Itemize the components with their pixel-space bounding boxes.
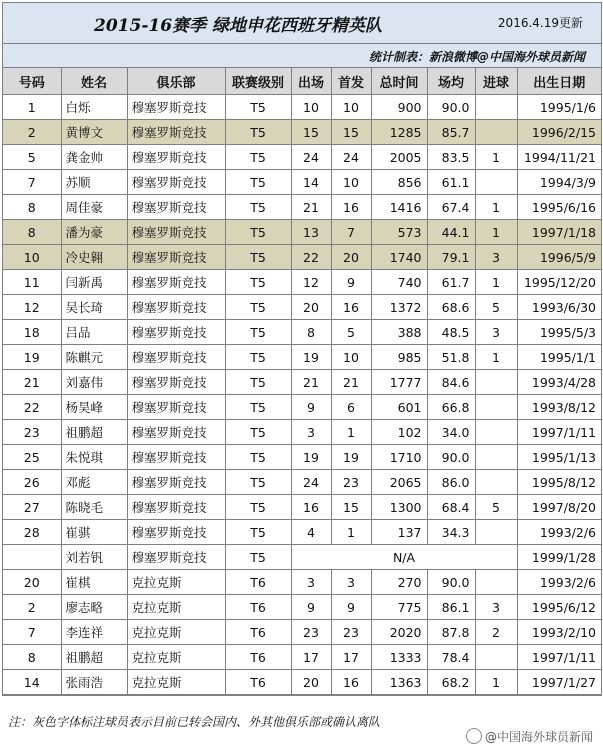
cell-average: 61.7 bbox=[427, 270, 475, 295]
title-bar bbox=[3, 3, 601, 44]
col-header-club: 俱乐部 bbox=[127, 68, 225, 95]
cell-minutes: 1710 bbox=[371, 445, 427, 470]
cell-average: 67.4 bbox=[427, 195, 475, 220]
table-row bbox=[3, 245, 601, 270]
table-row bbox=[3, 95, 601, 120]
cell-minutes: 775 bbox=[371, 595, 427, 620]
cell-apps: 21 bbox=[291, 370, 331, 395]
cell-no: 22 bbox=[3, 395, 61, 420]
cell-league: T5 bbox=[225, 420, 291, 445]
cell-dob: 1997/1/27 bbox=[517, 670, 601, 695]
cell-no: 18 bbox=[3, 320, 61, 345]
cell-average: 68.4 bbox=[427, 495, 475, 520]
cell-average: 68.2 bbox=[427, 670, 475, 695]
cell-goals: 2 bbox=[475, 620, 517, 645]
cell-starts: 9 bbox=[331, 595, 371, 620]
cell-league: T5 bbox=[225, 120, 291, 145]
cell-no: 21 bbox=[3, 370, 61, 395]
cell-apps: 20 bbox=[291, 295, 331, 320]
cell-apps: 12 bbox=[291, 270, 331, 295]
cell-average: 79.1 bbox=[427, 245, 475, 270]
table-row bbox=[3, 170, 601, 195]
cell-goals bbox=[475, 420, 517, 445]
cell-no: 2 bbox=[3, 120, 61, 145]
table-row bbox=[3, 445, 601, 470]
cell-no bbox=[3, 545, 61, 570]
cell-minutes: 1777 bbox=[371, 370, 427, 395]
cell-league: T5 bbox=[225, 270, 291, 295]
cell-average: 86.1 bbox=[427, 595, 475, 620]
cell-name: 龚金帅 bbox=[61, 145, 127, 170]
cell-name: 廖志略 bbox=[61, 595, 127, 620]
col-header-apps: 出场 bbox=[291, 68, 331, 95]
table-row bbox=[3, 320, 601, 345]
cell-starts: 23 bbox=[331, 620, 371, 645]
cell-no: 10 bbox=[3, 245, 61, 270]
credit-text: 统计制表：新浪微博@中国海外球员新闻 bbox=[368, 50, 585, 64]
col-header-goals: 进球 bbox=[475, 68, 517, 95]
cell-starts: 15 bbox=[331, 495, 371, 520]
cell-no: 23 bbox=[3, 420, 61, 445]
cell-club: 穆塞罗斯竞技 bbox=[127, 295, 225, 320]
cell-name: 祖鹏超 bbox=[61, 420, 127, 445]
cell-average: 68.6 bbox=[427, 295, 475, 320]
cell-name: 杨昊峰 bbox=[61, 395, 127, 420]
cell-dob: 1994/11/21 bbox=[517, 145, 601, 170]
cell-starts: 23 bbox=[331, 470, 371, 495]
weibo-icon bbox=[466, 728, 482, 744]
table-row bbox=[3, 595, 601, 620]
cell-no: 28 bbox=[3, 520, 61, 545]
cell-average: 44.1 bbox=[427, 220, 475, 245]
cell-apps: 3 bbox=[291, 570, 331, 595]
cell-goals: 3 bbox=[475, 320, 517, 345]
cell-apps: 3 bbox=[291, 420, 331, 445]
cell-no: 11 bbox=[3, 270, 61, 295]
cell-goals bbox=[475, 645, 517, 670]
cell-goals bbox=[475, 170, 517, 195]
cell-dob: 1999/1/28 bbox=[517, 545, 601, 570]
col-header-dob: 出生日期 bbox=[517, 68, 601, 95]
cell-average: 86.0 bbox=[427, 470, 475, 495]
cell-name: 潘为豪 bbox=[61, 220, 127, 245]
cell-name: 邓彪 bbox=[61, 470, 127, 495]
cell-club: 穆塞罗斯竞技 bbox=[127, 520, 225, 545]
cell-dob: 1993/6/30 bbox=[517, 295, 601, 320]
table-body bbox=[3, 95, 601, 695]
cell-minutes: 2020 bbox=[371, 620, 427, 645]
cell-na: N/A bbox=[291, 545, 517, 570]
cell-goals bbox=[475, 570, 517, 595]
col-header-average: 场均 bbox=[427, 68, 475, 95]
cell-average: 90.0 bbox=[427, 570, 475, 595]
cell-name: 刘嘉伟 bbox=[61, 370, 127, 395]
cell-league: T5 bbox=[225, 95, 291, 120]
cell-no: 5 bbox=[3, 145, 61, 170]
cell-minutes: 1363 bbox=[371, 670, 427, 695]
table-row bbox=[3, 420, 601, 445]
cell-club: 穆塞罗斯竞技 bbox=[127, 95, 225, 120]
roster-sheet bbox=[2, 2, 602, 696]
cell-no: 7 bbox=[3, 620, 61, 645]
table-row bbox=[3, 520, 601, 545]
cell-minutes: 2065 bbox=[371, 470, 427, 495]
cell-dob: 1993/8/12 bbox=[517, 395, 601, 420]
cell-apps: 10 bbox=[291, 95, 331, 120]
col-header-league: 联赛级别 bbox=[225, 68, 291, 95]
table-row bbox=[3, 145, 601, 170]
cell-goals bbox=[475, 395, 517, 420]
cell-club: 穆塞罗斯竞技 bbox=[127, 270, 225, 295]
cell-minutes: 137 bbox=[371, 520, 427, 545]
cell-club: 克拉克斯 bbox=[127, 645, 225, 670]
table-row bbox=[3, 570, 601, 595]
watermark bbox=[466, 728, 593, 745]
cell-starts: 16 bbox=[331, 670, 371, 695]
cell-club: 穆塞罗斯竞技 bbox=[127, 320, 225, 345]
cell-average: 90.0 bbox=[427, 445, 475, 470]
cell-goals bbox=[475, 120, 517, 145]
cell-average: 90.0 bbox=[427, 95, 475, 120]
cell-club: 穆塞罗斯竞技 bbox=[127, 495, 225, 520]
cell-starts: 16 bbox=[331, 295, 371, 320]
cell-league: T5 bbox=[225, 145, 291, 170]
cell-dob: 1995/8/12 bbox=[517, 470, 601, 495]
cell-league: T5 bbox=[225, 370, 291, 395]
cell-no: 26 bbox=[3, 470, 61, 495]
cell-no: 8 bbox=[3, 195, 61, 220]
cell-club: 穆塞罗斯竞技 bbox=[127, 145, 225, 170]
cell-minutes: 1740 bbox=[371, 245, 427, 270]
cell-dob: 1993/4/28 bbox=[517, 370, 601, 395]
cell-average: 66.8 bbox=[427, 395, 475, 420]
cell-minutes: 388 bbox=[371, 320, 427, 345]
cell-apps: 19 bbox=[291, 445, 331, 470]
cell-apps: 9 bbox=[291, 595, 331, 620]
cell-starts: 6 bbox=[331, 395, 371, 420]
cell-goals: 5 bbox=[475, 295, 517, 320]
cell-starts: 1 bbox=[331, 420, 371, 445]
cell-name: 苏顺 bbox=[61, 170, 127, 195]
cell-no: 14 bbox=[3, 670, 61, 695]
cell-name: 周佳豪 bbox=[61, 195, 127, 220]
col-header-minutes: 总时间 bbox=[371, 68, 427, 95]
cell-name: 吴长琦 bbox=[61, 295, 127, 320]
cell-starts: 7 bbox=[331, 220, 371, 245]
cell-league: T5 bbox=[225, 445, 291, 470]
cell-club: 穆塞罗斯竞技 bbox=[127, 345, 225, 370]
table-row bbox=[3, 295, 601, 320]
cell-starts: 17 bbox=[331, 645, 371, 670]
cell-goals: 1 bbox=[475, 670, 517, 695]
cell-average: 87.8 bbox=[427, 620, 475, 645]
cell-starts: 15 bbox=[331, 120, 371, 145]
cell-dob: 1996/2/15 bbox=[517, 120, 601, 145]
cell-league: T5 bbox=[225, 470, 291, 495]
cell-starts: 10 bbox=[331, 95, 371, 120]
cell-dob: 1995/5/3 bbox=[517, 320, 601, 345]
cell-minutes: 900 bbox=[371, 95, 427, 120]
header-row bbox=[3, 68, 601, 95]
col-header-no: 号码 bbox=[3, 68, 61, 95]
cell-goals bbox=[475, 370, 517, 395]
cell-goals: 1 bbox=[475, 195, 517, 220]
cell-average: 61.1 bbox=[427, 170, 475, 195]
cell-average: 83.5 bbox=[427, 145, 475, 170]
cell-apps: 14 bbox=[291, 170, 331, 195]
cell-apps: 19 bbox=[291, 345, 331, 370]
sheet-title: 2015-16赛季 绿地申花西班牙精英队 bbox=[94, 16, 382, 36]
cell-club: 克拉克斯 bbox=[127, 670, 225, 695]
cell-apps: 24 bbox=[291, 470, 331, 495]
cell-no: 1 bbox=[3, 95, 61, 120]
cell-club: 穆塞罗斯竞技 bbox=[127, 195, 225, 220]
cell-goals bbox=[475, 445, 517, 470]
cell-minutes: 573 bbox=[371, 220, 427, 245]
cell-goals: 5 bbox=[475, 495, 517, 520]
cell-club: 克拉克斯 bbox=[127, 595, 225, 620]
cell-league: T5 bbox=[225, 520, 291, 545]
cell-minutes: 270 bbox=[371, 570, 427, 595]
cell-no: 12 bbox=[3, 295, 61, 320]
cell-club: 穆塞罗斯竞技 bbox=[127, 395, 225, 420]
cell-average: 51.8 bbox=[427, 345, 475, 370]
cell-league: T5 bbox=[225, 395, 291, 420]
cell-club: 克拉克斯 bbox=[127, 620, 225, 645]
cell-minutes: 601 bbox=[371, 395, 427, 420]
cell-name: 黄博文 bbox=[61, 120, 127, 145]
cell-goals: 1 bbox=[475, 220, 517, 245]
roster-table bbox=[3, 68, 601, 695]
cell-league: T6 bbox=[225, 595, 291, 620]
table-row bbox=[3, 495, 601, 520]
cell-dob: 1995/12/20 bbox=[517, 270, 601, 295]
watermark-text: @中国海外球员新闻 bbox=[484, 730, 593, 744]
cell-average: 34.0 bbox=[427, 420, 475, 445]
cell-club: 穆塞罗斯竞技 bbox=[127, 370, 225, 395]
cell-apps: 20 bbox=[291, 670, 331, 695]
table-row bbox=[3, 670, 601, 695]
cell-goals bbox=[475, 470, 517, 495]
cell-average: 48.5 bbox=[427, 320, 475, 345]
cell-starts: 3 bbox=[331, 570, 371, 595]
cell-minutes: 1285 bbox=[371, 120, 427, 145]
cell-minutes: 856 bbox=[371, 170, 427, 195]
cell-no: 2 bbox=[3, 595, 61, 620]
cell-dob: 1995/6/12 bbox=[517, 595, 601, 620]
cell-goals bbox=[475, 95, 517, 120]
cell-minutes: 102 bbox=[371, 420, 427, 445]
cell-apps: 17 bbox=[291, 645, 331, 670]
cell-goals bbox=[475, 520, 517, 545]
cell-starts: 1 bbox=[331, 520, 371, 545]
cell-dob: 1995/1/1 bbox=[517, 345, 601, 370]
update-date: 2016.4.19更新 bbox=[497, 16, 583, 30]
cell-starts: 10 bbox=[331, 345, 371, 370]
cell-minutes: 985 bbox=[371, 345, 427, 370]
cell-name: 闫新禹 bbox=[61, 270, 127, 295]
cell-club: 穆塞罗斯竞技 bbox=[127, 545, 225, 570]
cell-apps: 8 bbox=[291, 320, 331, 345]
cell-league: T5 bbox=[225, 195, 291, 220]
cell-name: 白烁 bbox=[61, 95, 127, 120]
cell-dob: 1995/1/6 bbox=[517, 95, 601, 120]
cell-club: 穆塞罗斯竞技 bbox=[127, 170, 225, 195]
cell-league: T6 bbox=[225, 670, 291, 695]
cell-average: 84.6 bbox=[427, 370, 475, 395]
cell-name: 崔骐 bbox=[61, 520, 127, 545]
cell-league: T5 bbox=[225, 295, 291, 320]
table-row bbox=[3, 270, 601, 295]
cell-club: 穆塞罗斯竞技 bbox=[127, 470, 225, 495]
cell-goals: 1 bbox=[475, 270, 517, 295]
cell-dob: 1995/1/13 bbox=[517, 445, 601, 470]
cell-league: T6 bbox=[225, 645, 291, 670]
cell-name: 吕品 bbox=[61, 320, 127, 345]
cell-no: 8 bbox=[3, 645, 61, 670]
cell-minutes: 1416 bbox=[371, 195, 427, 220]
cell-dob: 1996/5/9 bbox=[517, 245, 601, 270]
cell-dob: 1994/3/9 bbox=[517, 170, 601, 195]
cell-name: 张雨浩 bbox=[61, 670, 127, 695]
cell-name: 冷史翱 bbox=[61, 245, 127, 270]
cell-starts: 24 bbox=[331, 145, 371, 170]
cell-starts: 19 bbox=[331, 445, 371, 470]
cell-no: 19 bbox=[3, 345, 61, 370]
cell-apps: 24 bbox=[291, 145, 331, 170]
cell-league: T5 bbox=[225, 545, 291, 570]
cell-starts: 10 bbox=[331, 170, 371, 195]
cell-starts: 5 bbox=[331, 320, 371, 345]
cell-club: 穆塞罗斯竞技 bbox=[127, 245, 225, 270]
cell-average: 78.4 bbox=[427, 645, 475, 670]
cell-name: 朱悦琪 bbox=[61, 445, 127, 470]
cell-no: 7 bbox=[3, 170, 61, 195]
cell-league: T5 bbox=[225, 320, 291, 345]
table-row bbox=[3, 195, 601, 220]
cell-apps: 16 bbox=[291, 495, 331, 520]
cell-apps: 13 bbox=[291, 220, 331, 245]
col-header-name: 姓名 bbox=[61, 68, 127, 95]
cell-goals: 3 bbox=[475, 595, 517, 620]
table-row bbox=[3, 470, 601, 495]
cell-name: 陈晓毛 bbox=[61, 495, 127, 520]
cell-apps: 9 bbox=[291, 395, 331, 420]
table-row bbox=[3, 120, 601, 145]
credit-bar bbox=[3, 44, 601, 68]
cell-club: 穆塞罗斯竞技 bbox=[127, 120, 225, 145]
cell-league: T5 bbox=[225, 345, 291, 370]
cell-apps: 15 bbox=[291, 120, 331, 145]
cell-no: 25 bbox=[3, 445, 61, 470]
cell-league: T5 bbox=[225, 245, 291, 270]
cell-league: T5 bbox=[225, 220, 291, 245]
cell-goals: 1 bbox=[475, 145, 517, 170]
cell-no: 8 bbox=[3, 220, 61, 245]
cell-dob: 1995/6/16 bbox=[517, 195, 601, 220]
cell-dob: 1993/2/6 bbox=[517, 570, 601, 595]
footnote: 注：灰色字体标注球员表示目前已转会国内、外其他俱乐部或确认离队 bbox=[8, 715, 381, 729]
cell-name: 李连祥 bbox=[61, 620, 127, 645]
cell-minutes: 1300 bbox=[371, 495, 427, 520]
cell-minutes: 1372 bbox=[371, 295, 427, 320]
cell-apps: 23 bbox=[291, 620, 331, 645]
table-row bbox=[3, 545, 601, 570]
cell-minutes: 2005 bbox=[371, 145, 427, 170]
col-header-starts: 首发 bbox=[331, 68, 371, 95]
cell-league: T6 bbox=[225, 620, 291, 645]
cell-league: T6 bbox=[225, 570, 291, 595]
table-row bbox=[3, 645, 601, 670]
cell-starts: 9 bbox=[331, 270, 371, 295]
cell-average: 85.7 bbox=[427, 120, 475, 145]
cell-goals: 3 bbox=[475, 245, 517, 270]
cell-name: 崔棋 bbox=[61, 570, 127, 595]
cell-club: 穆塞罗斯竞技 bbox=[127, 445, 225, 470]
cell-starts: 16 bbox=[331, 195, 371, 220]
cell-club: 穆塞罗斯竞技 bbox=[127, 220, 225, 245]
cell-apps: 22 bbox=[291, 245, 331, 270]
cell-dob: 1997/8/20 bbox=[517, 495, 601, 520]
cell-starts: 21 bbox=[331, 370, 371, 395]
cell-name: 祖鹏超 bbox=[61, 645, 127, 670]
cell-dob: 1997/1/18 bbox=[517, 220, 601, 245]
cell-dob: 1993/2/10 bbox=[517, 620, 601, 645]
cell-goals: 1 bbox=[475, 345, 517, 370]
cell-name: 刘若钒 bbox=[61, 545, 127, 570]
cell-minutes: 740 bbox=[371, 270, 427, 295]
cell-league: T5 bbox=[225, 495, 291, 520]
cell-average: 34.3 bbox=[427, 520, 475, 545]
cell-apps: 4 bbox=[291, 520, 331, 545]
cell-league: T5 bbox=[225, 170, 291, 195]
table-row bbox=[3, 620, 601, 645]
table-row bbox=[3, 345, 601, 370]
cell-dob: 1997/1/11 bbox=[517, 645, 601, 670]
cell-dob: 1993/2/6 bbox=[517, 520, 601, 545]
cell-dob: 1997/1/11 bbox=[517, 420, 601, 445]
cell-club: 克拉克斯 bbox=[127, 570, 225, 595]
cell-name: 陈麒元 bbox=[61, 345, 127, 370]
table-row bbox=[3, 370, 601, 395]
cell-apps: 21 bbox=[291, 195, 331, 220]
cell-club: 穆塞罗斯竞技 bbox=[127, 420, 225, 445]
cell-no: 27 bbox=[3, 495, 61, 520]
cell-starts: 20 bbox=[331, 245, 371, 270]
cell-minutes: 1333 bbox=[371, 645, 427, 670]
cell-no: 20 bbox=[3, 570, 61, 595]
table-row bbox=[3, 220, 601, 245]
table-row bbox=[3, 395, 601, 420]
